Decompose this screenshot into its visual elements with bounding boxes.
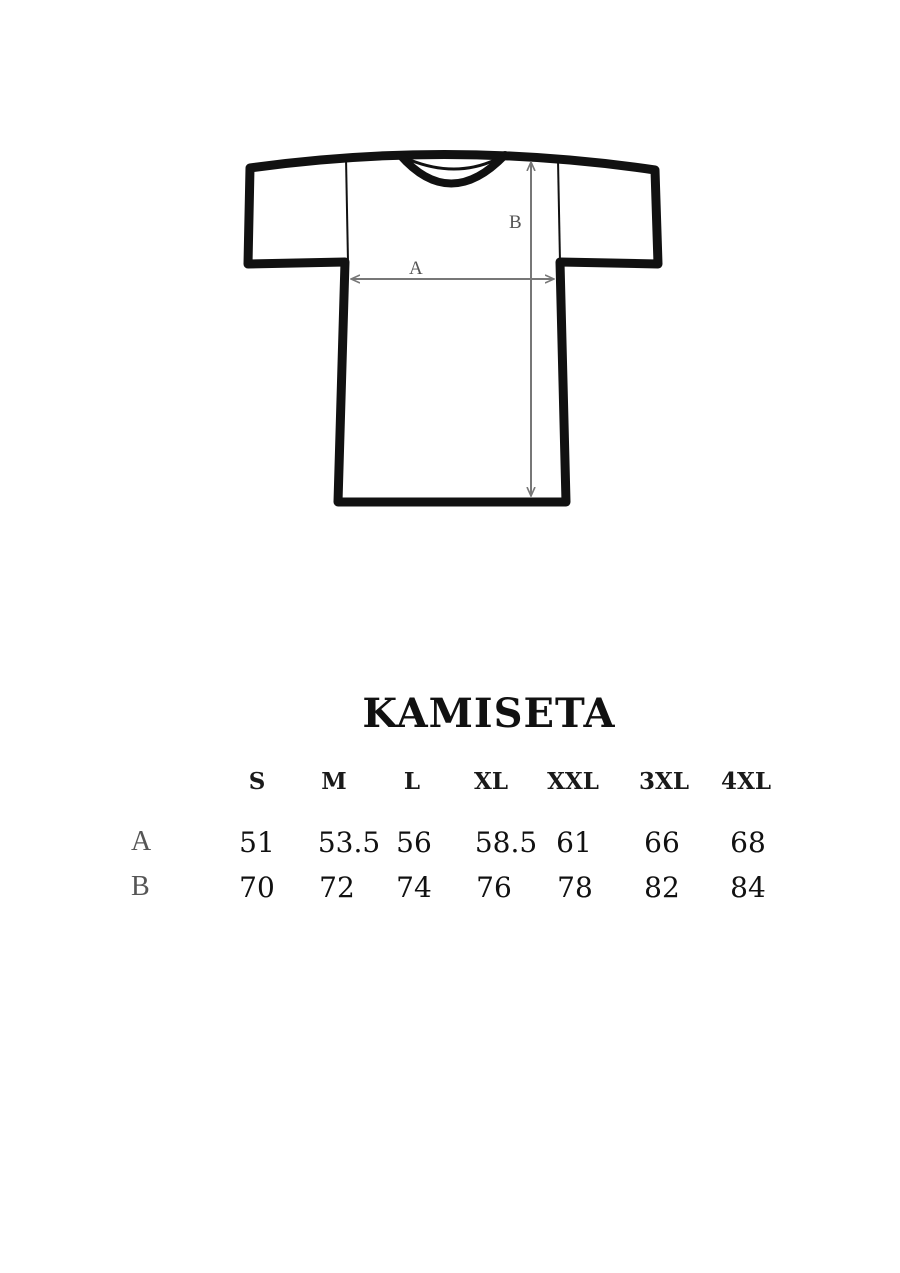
value-b-l: 74: [396, 871, 432, 904]
size-header-l: L: [403, 768, 421, 795]
value-a-4xl: 68: [730, 826, 766, 859]
length-label: B: [509, 212, 522, 233]
size-header-s: S: [248, 768, 266, 795]
value-b-3xl: 82: [644, 871, 680, 904]
width-label: A: [409, 258, 423, 279]
table-title: KAMISETA: [362, 690, 616, 737]
size-header-3xl: 3XL: [638, 768, 690, 795]
value-a-l: 56: [396, 826, 432, 859]
size-header-4xl: 4XL: [720, 768, 772, 795]
value-a-3xl: 66: [644, 826, 680, 859]
value-b-m: 72: [319, 871, 355, 904]
value-a-s: 51: [239, 826, 275, 859]
size-header-m: M: [321, 768, 347, 795]
value-b-xl: 76: [476, 871, 512, 904]
value-b-xxl: 78: [557, 871, 593, 904]
value-a-xxl: 61: [556, 826, 592, 859]
size-header-xl: XL: [473, 768, 509, 795]
value-b-4xl: 84: [730, 871, 766, 904]
tshirt-outline: [248, 154, 658, 502]
size-header-xxl: XXL: [547, 768, 599, 795]
value-a-m: 53.5: [317, 826, 381, 859]
row-label-a: A: [131, 826, 152, 857]
value-b-s: 70: [239, 871, 275, 904]
tshirt-diagram: [0, 0, 900, 560]
value-a-xl: 58.5: [474, 826, 538, 859]
row-label-b: B: [131, 871, 150, 902]
